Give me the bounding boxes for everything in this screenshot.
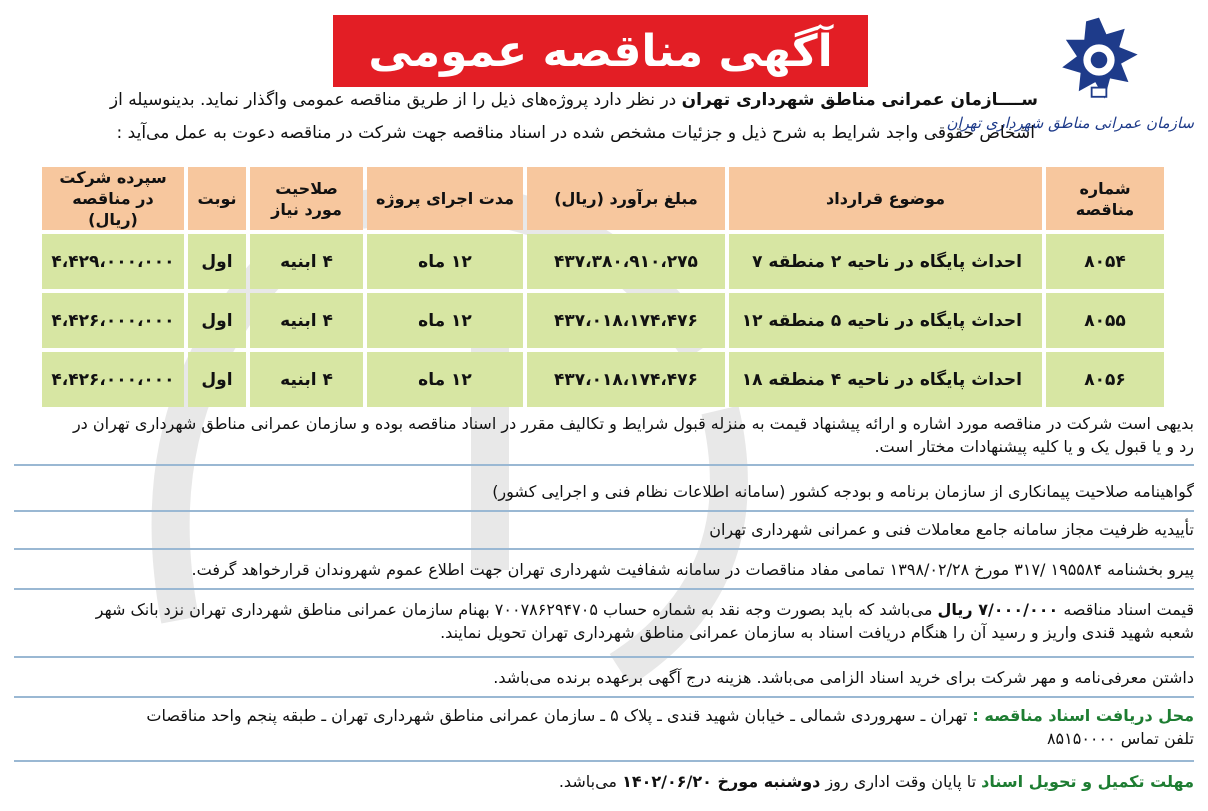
cell-qualification: ۴ ابنیه: [250, 293, 363, 348]
deadline-label: مهلت تکمیل و تحویل اسناد: [981, 772, 1194, 791]
cell-number: ۸۰۵۶: [1046, 352, 1164, 407]
cell-duration: ۱۲ ماه: [367, 352, 523, 407]
cell-turn: اول: [188, 234, 246, 289]
intro-line-1-text: در نظر دارد پروژه‌های ذیل را از طریق مناقصه عمومی واگذار نماید. بدینوسیله از: [109, 90, 677, 110]
cell-estimate: ۴۳۷،۰۱۸،۱۷۴،۴۷۶: [527, 293, 725, 348]
header-estimate: مبلغ برآورد (ریال): [527, 167, 725, 230]
note-transparency: پیرو بخشنامه ۱۹۵۵۸۴ /۳۱۷ مورخ ۱۳۹۸/۰۲/۲۸ تمامی مفاد مناقصات در سامانه شفافیت شهرداری تهران جهت اطلاع عموم شهروندان قرارخواهد گرفت.: [191, 560, 1194, 579]
cell-subject: احداث پایگاه در ناحیه ۴ منطقه ۱۸: [729, 352, 1042, 407]
contact-phone: تلفن تماس ۸۵۱۵۰۰۰۰: [1046, 729, 1194, 748]
intro-organization: ســــازمان عمرانی مناطق شهرداری تهران: [681, 90, 1038, 110]
cell-number: ۸۰۵۵: [1046, 293, 1164, 348]
header-duration: مدت اجرای پروژه: [367, 167, 523, 230]
cell-turn: اول: [188, 293, 246, 348]
table-row: [42, 234, 1164, 289]
note-certificate: گواهینامه صلاحیت پیمانکاری از سازمان برنامه و بودجه کشور (سامانه اطلاعات نظام فنی و اجرایی کشور): [492, 482, 1194, 501]
note-document-location: [14, 704, 1194, 750]
header-deposit: سپرده شرکت در مناقصه (ریال): [42, 167, 184, 230]
divider: [14, 656, 1194, 658]
note-requirements: داشتن معرفی‌نامه و مهر شرکت برای خرید اسناد الزامی می‌باشد. هزینه درج آگهی برعهده برنده می‌باشد.: [493, 668, 1194, 687]
note-capacity: تأییدیه ظرفیت مجاز سامانه جامع معاملات فنی و عمرانی شهرداری تهران: [709, 520, 1194, 539]
divider: [14, 760, 1194, 762]
intro-line-2: اشخاص حقوقی واجد شرایط به شرح ذیل و جزئیات مشخص شده در اسناد مناقصه جهت شرکت در مناقصه دعوت به عمل می‌آید :: [116, 123, 1035, 143]
cell-qualification: ۴ ابنیه: [250, 352, 363, 407]
cell-duration: ۱۲ ماه: [367, 234, 523, 289]
document-price: ۷/۰۰۰/۰۰۰ ریال: [937, 600, 1059, 619]
cell-estimate: ۴۳۷،۳۸۰،۹۱۰،۲۷۵: [527, 234, 725, 289]
divider: [14, 548, 1194, 550]
municipality-star-logo-icon: [1053, 14, 1145, 106]
cell-subject: احداث پایگاه در ناحیه ۵ منطقه ۱۲: [729, 293, 1042, 348]
note-deadline: مهلت تکمیل و تحویل اسناد تا پایان وقت اداری روز دوشنبه مورخ ۱۴۰۲/۰۶/۲۰ می‌باشد.: [558, 772, 1194, 791]
header-number: شماره مناقصه: [1046, 167, 1164, 230]
header-subject: موضوع قرارداد: [729, 167, 1042, 230]
note-acceptance: بدیهی است شرکت در مناقصه مورد اشاره و ارائه پیشنهاد قیمت به منزله قبول شرایط و تکالیف مقرر در اسناد مناقصه بوده و سازمان عمرانی مناطق شهرداری تهران در رد و یا قبول یک و یا کلیه پیشنهادات مختار است.: [72, 414, 1194, 456]
intro-line-1: [110, 90, 1038, 110]
tender-table: [38, 163, 1168, 411]
cell-number: ۸۰۵۴: [1046, 234, 1164, 289]
cell-turn: اول: [188, 352, 246, 407]
divider: [14, 510, 1194, 512]
cell-deposit: ۴،۴۲۹،۰۰۰،۰۰۰: [42, 234, 184, 289]
cell-deposit: ۴،۴۲۶،۰۰۰،۰۰۰: [42, 352, 184, 407]
cell-qualification: ۴ ابنیه: [250, 234, 363, 289]
divider: [14, 696, 1194, 698]
table-header-row: [42, 167, 1164, 230]
cell-estimate: ۴۳۷،۰۱۸،۱۷۴،۴۷۶: [527, 352, 725, 407]
location-address: تهران ـ سهروردی شمالی ـ خیابان شهید قندی ـ پلاک ۵ ـ سازمان عمرانی مناطق شهرداری تهران ـ طبقه پنجم واحد مناقصات: [146, 706, 968, 725]
cell-duration: ۱۲ ماه: [367, 293, 523, 348]
divider: [14, 464, 1194, 466]
logo-caption: سازمان عمرانی مناطق شهرداری تهران: [946, 114, 1194, 132]
divider: [14, 588, 1194, 590]
table-row: [42, 293, 1164, 348]
location-label: محل دریافت اسناد مناقصه :: [972, 706, 1194, 725]
deadline-date: دوشنبه مورخ ۱۴۰۲/۰۶/۲۰: [622, 772, 821, 791]
header-qualification: صلاحیت مورد نیاز: [250, 167, 363, 230]
cell-deposit: ۴،۴۲۶،۰۰۰،۰۰۰: [42, 293, 184, 348]
note-document-price: قیمت اسناد مناقصه ۷/۰۰۰/۰۰۰ ریال می‌باشد که باید بصورت وجه نقد به شماره حساب ۷۰۰۷۸۶۲۹۴۷۰۵ بهنام سازمان عمرانی مناطق شهرداری تهران نزد بانک شهر شعبه شهید قندی واریز و رسید آن را هنگام دریافت اسناد به سازمان عمرانی مناطق شهرداری تهران تحویل نمایند.: [95, 600, 1194, 642]
header-turn: نوبت: [188, 167, 246, 230]
cell-subject: احداث پایگاه در ناحیه ۲ منطقه ۷: [729, 234, 1042, 289]
table-row: [42, 352, 1164, 407]
banner-title: آگهی مناقصه عمومی: [333, 15, 868, 87]
